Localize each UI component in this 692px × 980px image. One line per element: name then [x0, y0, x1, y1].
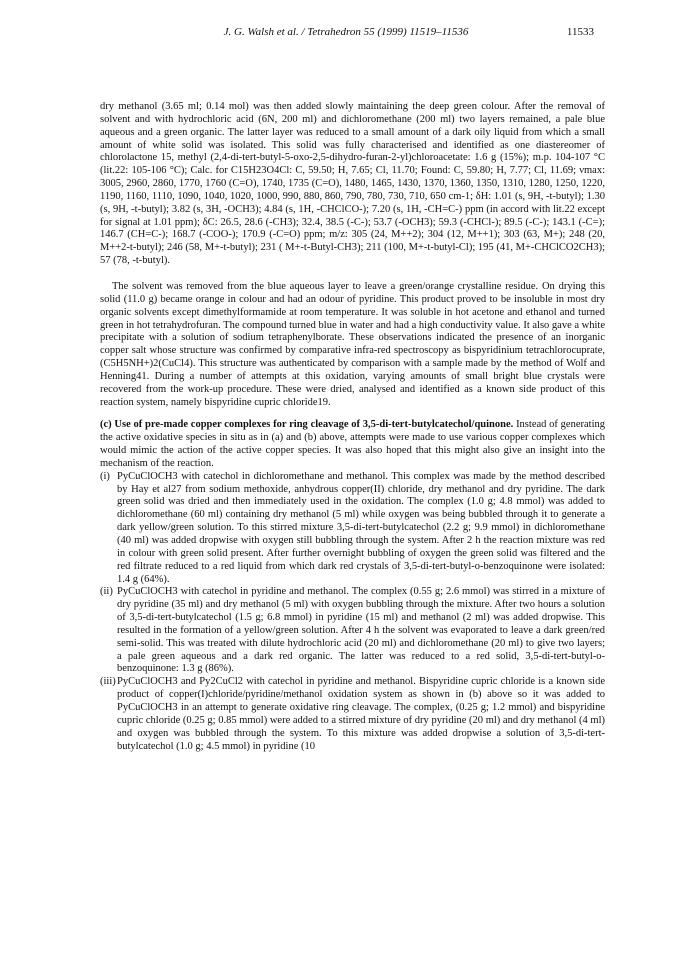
- section-c-heading: (c) Use of pre-made copper complexes for ring cleavage of 3,5-di-tert-butylcatechol/quinone.: [100, 419, 514, 431]
- running-head: J. G. Walsh et al. / Tetrahedron 55 (1999) 11519–11536: [223, 26, 469, 38]
- article-body: [100, 101, 605, 753]
- item-text: PyCuClOCH3 with catechol in pyridine and methanol. The complex (0.55 g; 2.6 mmol) was stirred in a mixture of dry pyridine (35 ml) and dry methanol (5 ml) with oxygen bubbling through the mixture. After two hours a solution of 3,5-di-tert-butylcatechol (1.5 g; 6.8 mmol) in pyridine (15 ml) and methanol (2 ml) was added dropwise. This resulted in the formation of a yellow/green solution. After 4 h the solvent was evaporated to leave a dark green/red semi-solid. This was treated with dilute hydrochloric acid (20 ml) and dichloromethane (20 ml) to give two layers; a pale green aqueous and a dark red organic. The latter was reduced to a red solid, 3,5-di-tert-butyl-o-benzoquinone: 1.3 g (86%).: [117, 586, 605, 675]
- section-c-text: Instead of generating the active oxidative species in situ as in (a) and (b) above, attempts were made to use various copper complexes which would mimic the action of the active copper species. It was also hoped that this might also give an insight into the mechanism of the reaction.: [100, 419, 605, 469]
- section-c: [100, 419, 605, 470]
- item-text: PyCuClOCH3 and Py2CuCl2 with catechol in pyridine and methanol. Bispyridine cupric chloride is a known side product of copper(I)chloride/pyridine/methanol oxidation system as shown in (b) above so it was added to PyCuClOCH3 in an attempt to generate oxidative ring cleavage. The complex, (0.25 g; 1.2 mmol) and bispyridine cupric chloride (0.25 g; 0.85 mmol) were added to a stirred mixture of dry pyridine (20 ml) and dry methanol (4 ml) and oxygen was bubbled through the system. To this mixture was added dropwise a solution of 3,5-di-tert-butylcatechol (1.0 g; 4.5 mmol) in pyridine (10: [117, 676, 605, 752]
- paragraph-chlorolactone: dry methanol (3.65 ml; 0.14 mol) was then added slowly maintaining the deep green colour. After the removal of solvent and with hydrochloric acid (6N, 200 ml) and dichloromethane (200 ml) two layers remained, a pale blue aqueous and a green organic. The latter layer was reduced to a small amount of a dark oily liquid from which a small amount of white solid was isolated. This solid was fully characterised and identified as one diastereomer of chlorolactone 15, methyl (2,4-di-tert-butyl-5-oxo-2,5-dihydro-furan-2-yl)chloroacetate: 1.6 g (15%); m.p. 104-107 °C (lit.22: 105-106 °C); Calc. for C15H23O4Cl: C, 59.50; H, 7.65; Cl, 11.70; Found: C, 59.80; H, 7.77; Cl, 11.69; νmax: 3005, 2960, 2860, 1770, 1760 (C=O), 1740, 1735 (C=O), 1480, 1465, 1430, 1370, 1360, 1350, 1310, 1280, 1250, 1220, 1190, 1160, 1110, 1090, 1040, 1020, 1000, 990, 880, 860, 790, 780, 730, 710, 650 cm-1; δH: 1.01 (s, 9H, -t-butyl); 1.30 (s, 9H, -t-butyl); 3.82 (s, 3H, -OCH3); 4.84 (s, 1H, -CHClCO-); 7.20 (s, 1H, -CH=C-) ppm (in accord with lit.22 except for signal at 1.01 ppm); δC: 26.5, 28.6 (-CH3); 32.4, 38.5 (-C-); 53.7 (-OCH3); 59.3 (-CHCl-); 89.5 (-C-); 143.1 (-C=); 146.7 (CH=C-); 168.7 (-COO-); 170.9 (-C=O) ppm; m/z: 305 (24, M++2); 304 (12, M++1); 303 (63, M+); 248 (20, M++2-t-butyl); 246 (58, M+-t-butyl); 231 ( M+-t-Butyl-CH3); 211 (100, M+-t-butyl-Cl); 195 (41, M+-CHClCO2CH3); 57 (78, -t-butyl).: [100, 101, 605, 267]
- page-number: 11533: [566, 26, 594, 38]
- list-item-ii: [100, 586, 605, 676]
- item-number: (ii): [100, 586, 113, 598]
- paragraph-copper-salt: The solvent was removed from the blue aqueous layer to leave a green/orange crystalline residue. On drying this solid (11.0 g) became orange in colour and had an odour of pyridine. This product proved to be insoluble in most dry organic solvents except dimethylformamide at room temperature. It was soluble in hot acetone and ethanol and turned green in hot tetrahydrofuran. The compound turned blue in water and had a high conductivity value. It also gave a white precipitate with a solution of sodium tetraphenylborate. These observations indicated the presence of an inorganic copper salt whose structure was confirmed by comparative infra-red spectroscopy as bispyridinium tetrachlorocuprate, (C5H5NH+)2(CuCl4). This structure was authenticated by comparison with a sample made by the method of Wolf and Henning41. During a number of attempts at this oxidation, varying amounts of small bright blue crystals were recovered from the work-up procedure. These were dried, analysed and identified as a known side product of this reaction system, namely bispyridine cupric chloride19.: [100, 280, 605, 408]
- item-text: PyCuClOCH3 with catechol in dichloromethane and methanol. This complex was made by the method described by Hay et al27 from sodium methoxide, anhydrous copper(II) chloride, dry methanol and dry pyridine. The dark green solid was dried and then immediately used in the oxidation. The complex (1.0 g; 4.8 mmol) was added to dichloromethane (60 ml) containing dry methanol (5 ml) while oxygen was being bubbled through it to generate a dark yellow/green solution. To this stirred mixture 3,5-di-tert-butylcatechol (2.2 g; 9.9 mmol) in dichloromethane (40 ml) was added dropwise with oxygen still bubbling through the system. After 2 h the reaction mixture was red in colour with green solid present. After further overnight bubbling of oxygen the green solid was filtered and the red filtrate reduced to a red liquid from which dark red crystals of 3,5-di-tert-butyl-o-benzoquinone were isolated: 1.4 g (64%).: [117, 470, 605, 585]
- item-number: (iii): [100, 676, 116, 688]
- item-number: (i): [100, 470, 110, 482]
- list-item-iii: [100, 676, 605, 753]
- list-item-i: [100, 471, 605, 587]
